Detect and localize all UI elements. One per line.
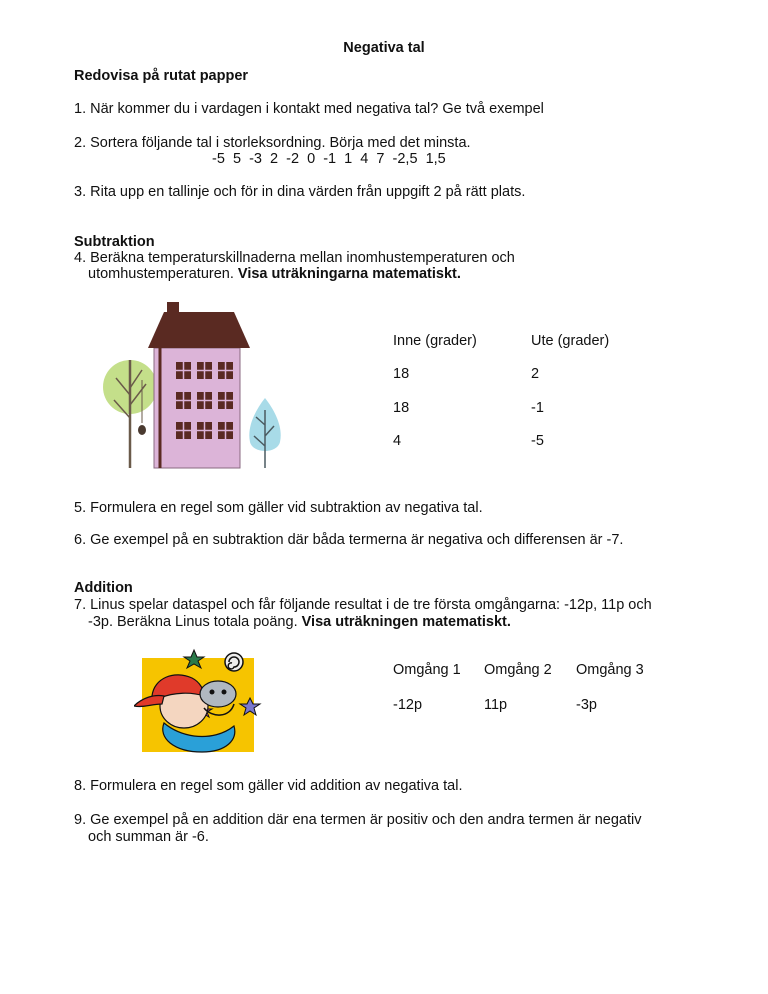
table-cell: 2 bbox=[531, 366, 540, 382]
question-2: 2. Sortera följande tal i storleksordning. Börja med det minsta. bbox=[74, 135, 471, 151]
green-tree-icon bbox=[103, 360, 157, 468]
table-header-round-2: Omgång 2 bbox=[484, 662, 552, 678]
table-cell: 4 bbox=[393, 433, 402, 449]
table-header-round-3: Omgång 3 bbox=[576, 662, 644, 678]
table-cell: -3p bbox=[576, 697, 597, 713]
table-cell: -12p bbox=[393, 697, 423, 713]
table-cell: -1 bbox=[531, 400, 544, 416]
house-icon bbox=[148, 302, 250, 468]
gamer-illustration bbox=[134, 648, 264, 754]
table-cell: -5 bbox=[531, 433, 544, 449]
table-cell: 18 bbox=[393, 400, 410, 416]
question-3: 3. Rita upp en tallinje och för in dina värden från uppgift 2 på rätt plats. bbox=[74, 184, 526, 200]
question-1: 1. När kommer du i vardagen i kontakt med negativa tal? Ge två exempel bbox=[74, 101, 544, 117]
question-8: 8. Formulera en regel som gäller vid addition av negativa tal. bbox=[74, 778, 463, 794]
addition-heading: Addition bbox=[74, 580, 133, 596]
subtraction-heading: Subtraktion bbox=[74, 234, 155, 250]
question-4-text: utomhustemperaturen. bbox=[88, 266, 238, 282]
blue-tree-icon bbox=[249, 398, 280, 468]
number-list: -5 5 -3 2 -2 0 -1 1 4 7 -2,5 1,5 bbox=[212, 151, 446, 167]
table-cell: 11p bbox=[484, 697, 508, 713]
page-title: Negativa tal bbox=[343, 40, 425, 56]
question-4-line1: 4. Beräkna temperaturskillnaderna mellan inomhustemperaturen och bbox=[74, 250, 515, 266]
question-7-line1: 7. Linus spelar dataspel och får följande resultat i de tre första omgångarna: -12p, 11p och bbox=[74, 597, 652, 613]
question-4-line2 bbox=[88, 266, 461, 282]
question-9-line2: och summan är -6. bbox=[88, 829, 209, 845]
instruction: Redovisa på rutat papper bbox=[74, 68, 249, 84]
question-7-text: -3p. Beräkna Linus totala poäng. bbox=[88, 614, 302, 630]
question-9-line1: 9. Ge exempel på en addition där ena termen är positiv och den andra termen är negativ bbox=[74, 812, 642, 828]
question-7-emphasis: Visa uträkningen matematiskt. bbox=[301, 614, 511, 630]
table-cell: 18 bbox=[393, 366, 410, 382]
table-header-round-1: Omgång 1 bbox=[393, 662, 461, 678]
house-illustration bbox=[102, 300, 292, 470]
question-7-line2 bbox=[88, 614, 511, 630]
question-6: 6. Ge exempel på en subtraktion där båda termerna är negativa och differensen är -7. bbox=[74, 532, 624, 548]
swirl-icon bbox=[225, 653, 243, 671]
question-4-emphasis: Visa uträkningarna matematiskt. bbox=[237, 266, 461, 282]
question-5: 5. Formulera en regel som gäller vid subtraktion av negativa tal. bbox=[74, 500, 483, 516]
table-header-inne: Inne (grader) bbox=[393, 333, 477, 349]
table-header-ute: Ute (grader) bbox=[531, 333, 610, 349]
